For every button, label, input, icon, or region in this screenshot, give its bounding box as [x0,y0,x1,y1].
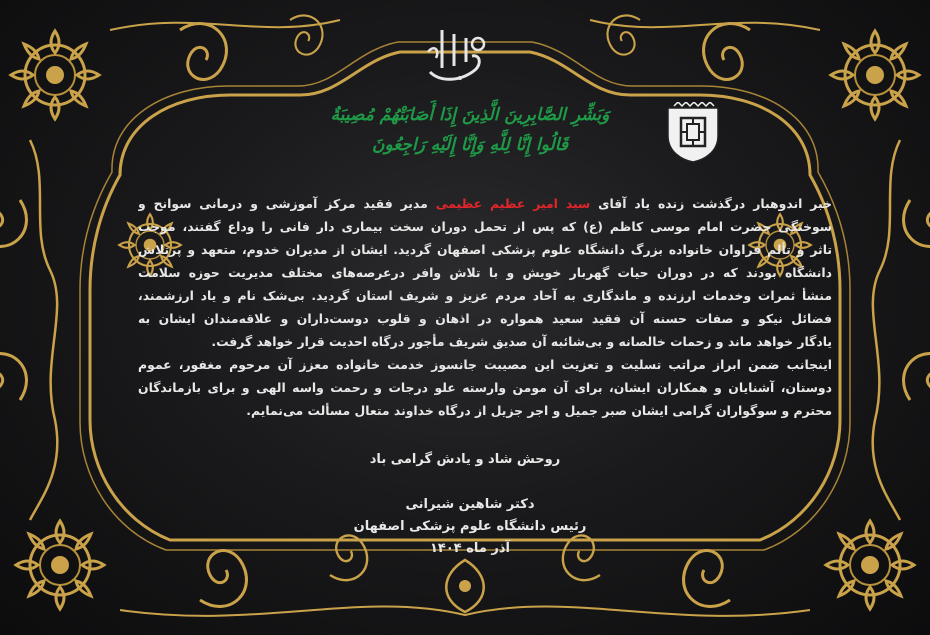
message-line-9: دوستان، آشنایان و همکاران ایشان، برای آن مومن وارسته علو درجات و رحمت واسه الهی و برای بازماندگان [138,380,832,395]
message-line-1 [138,192,832,215]
message-line-7: یادگار خواهد ماند و زحمات خالصانه و بی‌شائبه آن صدیق شریف مأجور درگاه احدیت قرار خواهد گرفت. [211,334,832,349]
deceased-name: سید امیر عظیم عظیمی [435,196,591,211]
signatory-title: رئیس دانشگاه علوم پزشکی اصفهان [353,519,587,534]
message-line-3: تاثر و تألم فراوان خانواده بزرگ دانشگاه علوم پزشکی اصفهان گردید. ایشان از مدیران خدوم، متعهد و پرتلاش [138,242,832,257]
signature-block [340,494,600,560]
message-line-10: محترم و سوگواران گرامی ایشان صبر جمیل و اجر جزیل از درگاه خداوند متعال مسألت می‌نمایم. [246,403,832,418]
message-line-6: فضائل نیکو و صفات حسنه آن فقید سعید همواره در اذهان و قلوب دوست‌داران و علاقه‌مندان ایشان به [138,311,832,326]
message-line-5: منشأ ثمرات وخدمات ارزنده و ماندگاری به آحاد مردم عزیز و شریف استان گردید. بی‌شک نام و یاد ارزشمند، [138,288,832,303]
signatory-name: دکتر شاهین شیرانی [405,497,535,512]
message-text: مدیر فقید مرکز آموزشی و درمانی سوانح و [138,196,436,211]
verse-line-2: قَالُوا إِنَّا لِلَّهِ وَإِنَّا إِلَيْهِ رَاجِعُونَ [371,135,569,155]
university-logo [664,102,722,164]
condolence-message [138,192,832,422]
closing-prayer: روحش شاد و یادش گرامی باد [369,452,561,467]
message-date: آذر ماه ۱۴۰۴ [429,541,511,556]
message-line-8: اینجانب ضمن ابراز مراتب تسلیت و تعزیت این مصیبت جانسوز خدمت خانواده معزز آن مرحوم مغفور، عموم [138,357,832,372]
verse-line-1: وَبَشِّرِ الصَّابِرِينَ الَّذِينَ إِذَا أَصَابَتْهُمْ مُصِيبَةٌ [330,105,610,125]
message-line-4: دانشگاه بودند که در دوران حیات گهربار خویش و با تلاش وافر درعرصه‌های مختلف مدیریت حوزه سلامت [138,265,832,280]
message-text: خبر اندوهبار درگذشت زنده یاد آقای [590,196,832,211]
message-line-2: سوختگی حضرت امام موسی کاظم (ع) که پس از تحمل دوران سخت بیماری دار فانی را وداع گفتند، موجب [138,219,832,234]
quran-verse [280,100,660,160]
calligraphy-emblem [420,22,496,88]
